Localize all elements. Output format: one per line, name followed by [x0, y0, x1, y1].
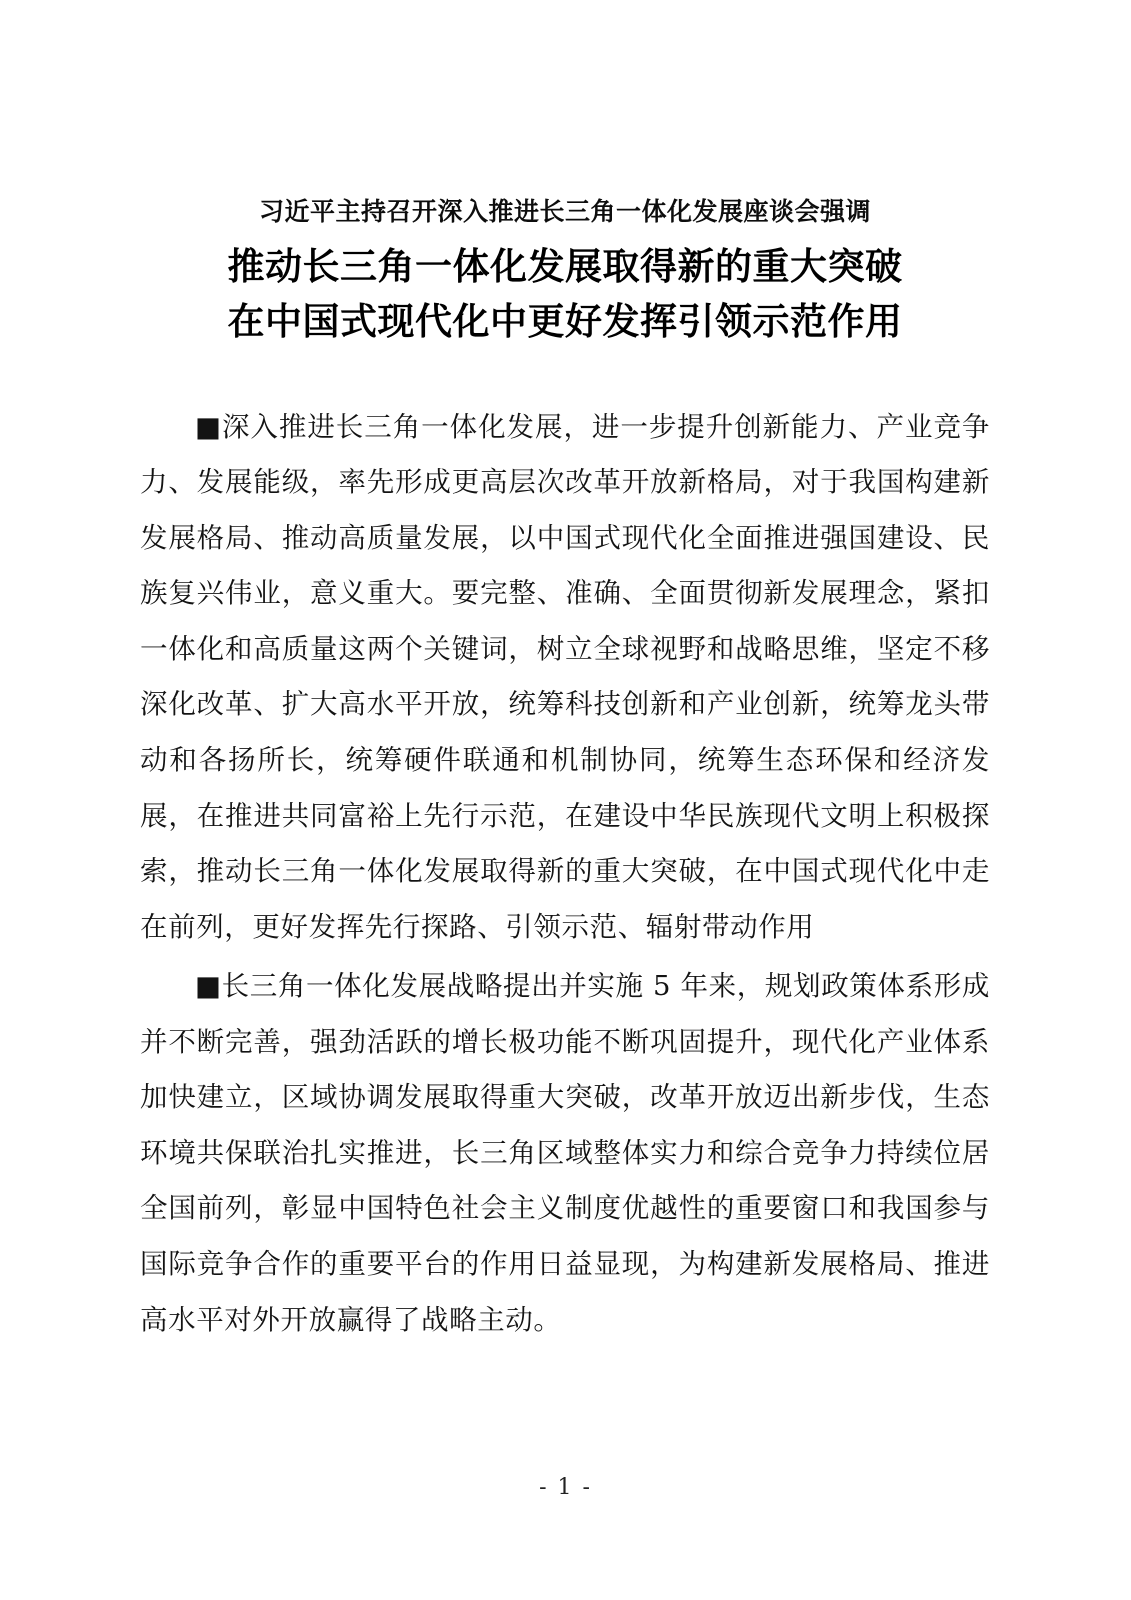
document-body — [140, 400, 990, 1348]
document-kicker: 习近平主持召开深入推进长三角一体化发展座谈会强调 — [258, 197, 871, 226]
body-paragraph: ■长三角一体化发展战略提出并实施 5 年来，规划政策体系形成并不断完善，强劲活跃的增长极功能不断巩固提升，现代化产业体系加快建立，区域协调发展取得重大突破，改革开放迈出新步伐，生态环境共保联治扎实推进，长三角区域整体实力和综合竞争力持续位居全国前列，彰显中国特色社会主义制度优越性的重要窗口和我国参与国际竞争合作的重要平台的作用日益显现，为构建新发展格局、推进高水平对外开放赢得了战略主动。 — [140, 970, 990, 1336]
page-title-line-1: 推动长三角一体化发展取得新的重大突破 — [227, 243, 903, 288]
page-title-line-2: 在中国式现代化中更好发挥引领示范作用 — [227, 299, 903, 344]
document-content — [140, 195, 990, 1350]
page-title — [140, 239, 990, 350]
body-paragraph: ■深入推进长三角一体化发展，进一步提升创新能力、产业竞争力、发展能级，率先形成更高层次改革开放新格局，对于我国构建新发展格局、推动高质量发展，以中国式现代化全面推进强国建设、民族复兴伟业，意义重大。要完整、准确、全面贯彻新发展理念，紧扣一体化和高质量这两个关键词，树立全球视野和战略思维，坚定不移深化改革、扩大高水平开放，统筹科技创新和产业创新，统筹龙头带动和各扬所长，统筹硬件联通和机制协同，统筹生态环保和经济发展，在推进共同富裕上先行示范，在建设中华民族现代文明上积极探索，推动长三角一体化发展取得新的重大突破，在中国式现代化中走在前列，更好发挥先行探路、引领示范、辐射带动作用 — [140, 410, 990, 943]
page-number: - 1 - — [539, 1475, 592, 1500]
